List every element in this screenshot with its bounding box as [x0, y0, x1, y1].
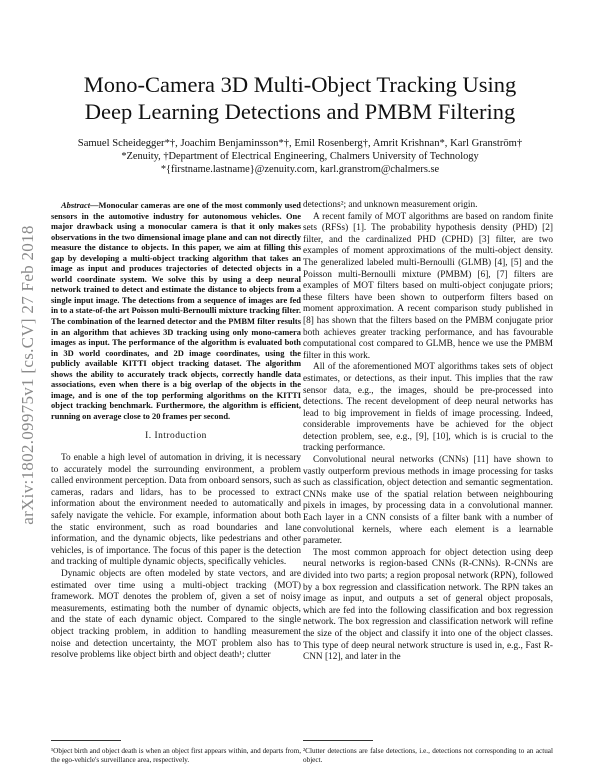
body-paragraph: The most common approach for object detection using deep neural networks is region-based CNNs (R-CNNs). R-CNNs are divided into two parts; a region proposal network (RPN), followed by a box regression and classification network. The RPN takes an image as input, and outputs a set of general object proposals, which are fed into the following classification and box regression network. The box regression and classification network will refine the size of the object and classify it into one of the object classes. This type of deep neural network structure is used in, e.g., Fast R-CNN [12], and later in the [303, 547, 553, 663]
footnote-rule [51, 740, 121, 741]
footnote-2: ²Clutter detections are false detections, i.e., detections not corresponding to an actual object. [303, 747, 553, 764]
body-paragraph: Convolutional neural networks (CNNs) [11] have shown to vastly outperform previous methods in image processing for tasks such as classification, object detection and semantic segmentation. CNNs make use of the spatial relation between neighbouring pixels in images, by processing data in a convolutional manner. Each layer in a CNN consists of a filter bank with a number of convolutional kernels, where each element is a learnable parameter. [303, 455, 553, 547]
arxiv-identifier: arXiv:1802.09975v1 [cs.CV] 27 Feb 2018 [18, 225, 37, 525]
intro-paragraph: Dynamic objects are often modeled by state vectors, and are estimated over time using a multi-object tracking (MOT) framework. MOT denotes the problem of, given a set of noisy measurements, estimating both the number of dynamic objects, and the state of each dynamic object. Compared to the single object tracking problem, in addition to handling measurement noise and detection uncertainty, the MOT problem also has to resolve problems like object birth and object death¹; clutter [51, 569, 301, 661]
abstract [51, 200, 301, 421]
arxiv-sidebar-stamp [8, 175, 48, 575]
footnote-rule [303, 740, 373, 741]
right-column [303, 200, 553, 664]
author-list: Samuel Scheidegger*†, Joachim Benjaminsson*†, Emil Rosenberg†, Amrit Krishnan*, Karl Granström† [77, 138, 523, 149]
body-paragraph: detections²; and unknown measurement origin. [303, 200, 478, 210]
affiliations: *Zenuity, †Department of Electrical Engineering, Chalmers University of Technology [121, 151, 479, 162]
left-column [51, 200, 301, 662]
author-emails: *{firstname.lastname}@zenuity.com, karl.granstrom@chalmers.se [160, 164, 440, 175]
abstract-label: Abstract [61, 200, 91, 210]
title-line-1: Mono-Camera 3D Multi-Object Tracking Using [83, 72, 517, 97]
footnote-1: ¹Object birth and object death is when an object first appears within, and departs from, the ego-vehicle's surveillance area, respectively. [51, 747, 301, 764]
body-paragraph: All of the aforementioned MOT algorithms takes sets of object estimates, or detections, as their input. This implies that the raw sensor data, e.g., the images, should be pre-processed into detections. The recent development of deep neural networks has lead to big improvement in fields of image processing. Indeed, considerable improvements have be achieved for the object detection problem, see, e.g., [9], [10], which is is crucial to the tracking performance. [303, 362, 553, 454]
section-heading: I. Introduction [145, 431, 207, 442]
body-paragraph: A recent family of MOT algorithms are based on random finite sets (RFSs) [1]. The probability hypothesis density (PHD) [2] filter, and the cardinalized PHD (CPHD) [3] filter, are two examples of moment approximations of the multi-object density. The generalized labeled multi-Bernoulli (GLMB) [4], [5] and the Poisson multi-Bernoulli mixture (PMBM) [6], [7] filters are examples of MOT filters based on multi-object conjugate priors; these filters have been shown to outperform filters based on moment approximation. A recent comparison study published in [8] has shown that the filters based on the PMBM conjugate prior both achieves greater tracking performance, and has favourable computational cost compared to GLMB, hence we use the PMBM filter in this work. [303, 211, 553, 361]
intro-paragraph: To enable a high level of automation in driving, it is necessary to accurately model the surrounding environment, a problem called environment perception. Data from onboard sensors, such as cameras, radars and lidars, has to be processed to extract information about the environment needed to automatically and safely navigate the vehicle. For example, information about both the static environment, such as road boundaries and lane information, and the dynamic objects, like pedestrians and other vehicles, is of importance. The focus of this paper is the detection and tracking of multiple dynamic objects, specifically vehicles. [51, 453, 301, 568]
paper-title [40, 71, 560, 125]
title-line-2: Deep Learning Detections and PMBM Filtering [84, 99, 516, 124]
abstract-body: —Monocular cameras are one of the most commonly used sensors in the automotive industry for autonomous vehicles. One major drawback using a monocular camera is that it only makes observations in the two dimensional image plane and can not directly measure the distance to objects. In this paper, we aim at filling this gap by developing a multi-object tracking algorithm that takes an image as input and produces trajectories of detected objects in a world coordinate system. We solve this by using a deep neural network trained to detect and estimate the distance to objects from a single input image. The detections from a sequence of images are fed in to a state-of-the art Poisson multi-Bernoulli mixture tracking filter. The combination of the learned detector and the PMBM filter results in an algorithm that achieves 3D tracking using only mono-camera images as input. The performance of the algorithm is evaluated both in 3D world coordinates, and 2D image coordinates, using the publicly available KITTI object tracking dataset. The algorithm shows the ability to accurately track objects, correctly handle data associations, even when there is a big overlap of the objects in the image, and is one of the top performing algorithms on the KITTI object tracking benchmark. Furthermore, the algorithm is efficient, running on average close to 20 frames per second. [51, 200, 301, 421]
